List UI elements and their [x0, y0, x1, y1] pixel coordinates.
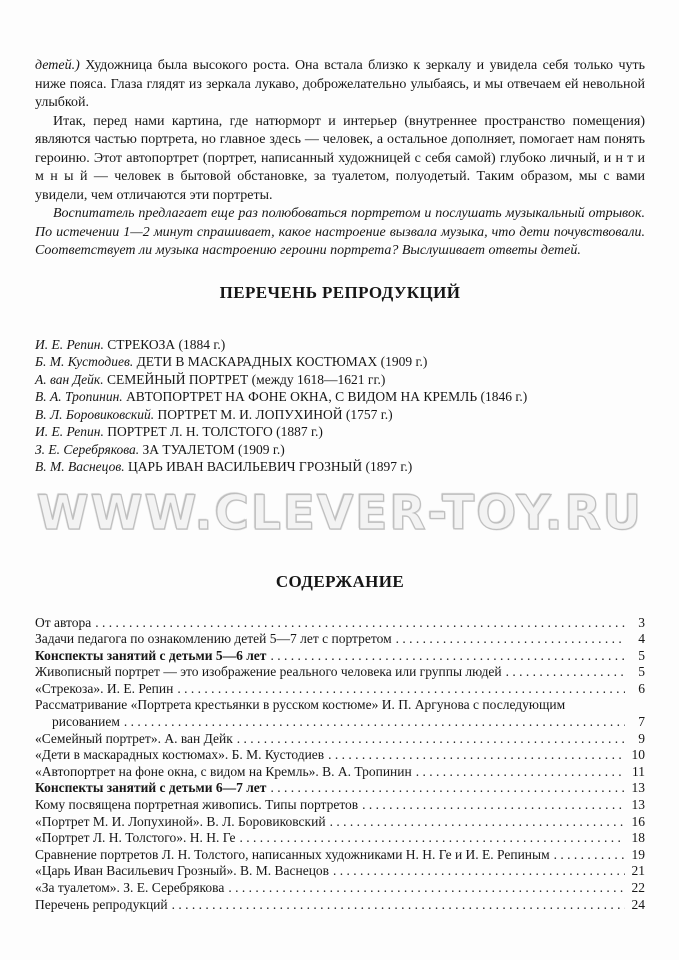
reproduction-artist: И. Е. Репин.: [35, 424, 104, 439]
reproductions-heading: ПЕРЕЧЕНЬ РЕПРОДУКЦИЙ: [219, 282, 461, 302]
toc-entry-page: 10: [631, 747, 645, 763]
reproduction-artist: А. ван Дейк.: [35, 371, 104, 387]
intro-paragraph-3: Воспитатель предлагает еще раз полюбоваться портретом и послушать музыкальный отрывок. По истечении 1—2 минут спрашивает, какое настроение вызвала музыка, что дети почувствовали. Соответствует ли музыка настроению героини портрета? Выслушивает ответы детей.: [35, 206, 645, 258]
toc-entry-title: рисованием: [52, 714, 120, 730]
toc-entry: [35, 764, 645, 781]
toc-entry-title: Рассматривание «Портрета крестьянки в русском костюме» И. П. Аргунова с последующим: [35, 697, 566, 713]
toc-entry: [35, 731, 645, 748]
toc-dot-leader: [362, 797, 625, 814]
toc-entry: [35, 697, 645, 714]
reproductions-list: [35, 336, 645, 476]
reproduction-artist: В. А. Тропинин.: [35, 389, 123, 404]
toc-dot-leader: [554, 847, 625, 864]
reproduction-item: [35, 441, 645, 459]
watermark-text: WWW.CLEVER-TOY.RU: [36, 486, 644, 541]
reproduction-title: ДЕТИ В МАСКАРАДНЫХ КОСТЮМАХ (1909 г.): [136, 354, 428, 369]
toc-entry: [35, 814, 645, 831]
toc-entry-title: «Автопортрет на фоне окна, с видом на Кремль». В. А. Тропинин: [35, 763, 412, 779]
reproduction-title: ЗА ТУАЛЕТОМ (1909 г.): [142, 441, 285, 457]
toc-dot-leader: [177, 681, 625, 698]
toc-dot-leader: [506, 664, 625, 681]
toc-entry-page: 22: [631, 880, 645, 895]
toc-dot-leader: [330, 814, 625, 831]
reproduction-title: СТРЕКОЗА (1884 г.): [107, 336, 226, 352]
reproduction-artist: Б. М. Кустодиев.: [35, 354, 134, 369]
toc-dot-leader: [328, 747, 625, 764]
toc-entry-page: 13: [631, 797, 645, 813]
toc-dot-leader: [416, 764, 625, 781]
reproduction-item: [35, 423, 645, 441]
toc-entry: [35, 747, 645, 764]
reproduction-item: [35, 458, 645, 476]
toc-entry: [35, 880, 645, 897]
toc-entry-title: Конспекты занятий с детьми 6—7 лет: [35, 780, 267, 796]
toc-entry-title: «Портрет Л. Н. Толстого». Н. Н. Ге: [35, 830, 236, 846]
toc-entry-page: 5: [638, 664, 645, 680]
contents-heading: СОДЕРЖАНИЕ: [275, 571, 405, 591]
toc-entry: [35, 615, 645, 632]
reproduction-artist: В. М. Васнецов.: [35, 459, 125, 474]
toc-entry-page: 16: [631, 813, 645, 829]
toc-entry: [35, 664, 645, 681]
reproduction-title: ПОРТРЕТ М. И. ЛОПУХИНОЙ (1757 г.): [157, 406, 393, 422]
toc-entry-title: «Семейный портрет». А. ван Дейк: [35, 730, 233, 746]
toc-entry: [35, 780, 645, 797]
toc-entry-title: «За туалетом». З. Е. Серебрякова: [35, 880, 225, 895]
toc-entry-page: 4: [638, 631, 645, 647]
reproduction-artist: И. Е. Репин.: [35, 336, 104, 352]
toc-entry-title: «Портрет М. И. Лопухиной». В. Л. Боровиковский: [35, 813, 326, 829]
reproduction-item: [35, 336, 645, 354]
toc-entry-page: 7: [638, 714, 645, 730]
reproduction-item: [35, 371, 645, 389]
toc-entry-title: Кому посвящена портретная живопись. Типы портретов: [35, 797, 359, 813]
toc-entry: [35, 714, 645, 731]
toc-dot-leader: [95, 615, 625, 632]
toc-dot-leader: [124, 714, 625, 731]
reproduction-title: ПОРТРЕТ Л. Н. ТОЛСТОГО (1887 г.): [107, 424, 323, 439]
toc-dot-leader: [228, 880, 625, 897]
reproduction-artist: В. Л. Боровиковский.: [35, 406, 155, 422]
reproduction-item: [35, 388, 645, 406]
toc-entry-title: Задачи педагога по ознакомлению детей 5—7 лет с портретом: [35, 631, 392, 647]
toc-entry: [35, 897, 645, 914]
intro-paragraph-1-body: Художница была высокого роста. Она встала близко к зеркалу и увидела себя только чуть ниже пояса. Глаза глядят из зеркала лукаво, доброжелательно улыбаясь, и мы отвечаем ей невольной улыбкой.: [35, 58, 646, 110]
toc-dot-leader: [172, 897, 625, 914]
toc-dot-leader: [333, 863, 625, 880]
table-of-contents: [35, 615, 645, 914]
toc-entry: [35, 648, 645, 665]
intro-paragraph-1-lead: детей.): [35, 58, 80, 73]
toc-entry-page: 9: [638, 730, 645, 746]
toc-entry: [35, 830, 645, 847]
toc-entry-page: 5: [638, 647, 645, 663]
reproduction-item: [35, 353, 645, 371]
reproduction-title: ЦАРЬ ИВАН ВАСИЛЬЕВИЧ ГРОЗНЫЙ (1897 г.): [127, 459, 413, 474]
toc-dot-leader: [396, 631, 625, 648]
site-watermark: [35, 481, 645, 547]
intro-text-block: [35, 57, 645, 261]
reproduction-artist: З. Е. Серебрякова.: [35, 441, 140, 457]
intro-paragraph-2: Итак, перед нами картина, где натюрморт и интерьер (внутреннее пространство помещения) являются частью портрета, но главное здесь — человек, а остальное дополняет, помогает нам понять героиню. Этот автопортрет (портрет, написанный художницей с себя самой) глубоко личный, и н т и м н ы й — человек в бытовой обстановке, за туалетом, полуодетый. Таким образом, мы с вами увидели, чем отличаются эти портреты.: [35, 113, 645, 203]
toc-entry-page: 19: [631, 846, 645, 862]
toc-entry: [35, 847, 645, 864]
toc-entry-page: 21: [631, 863, 645, 879]
toc-entry-page: 3: [638, 614, 645, 630]
toc-entry-title: Сравнение портретов Л. Н. Толстого, написанных художниками Н. Н. Ге и И. Е. Репиным: [35, 846, 550, 862]
toc-entry: [35, 863, 645, 880]
toc-entry-title: Живописный портрет — это изображение реального человека или группы людей: [35, 664, 502, 680]
toc-dot-leader: [240, 830, 625, 847]
reproduction-title: СЕМЕЙНЫЙ ПОРТРЕТ (между 1618—1621 гг.): [106, 371, 386, 387]
toc-entry: [35, 631, 645, 648]
toc-entry: [35, 797, 645, 814]
toc-entry-title: «Дети в маскарадных костюмах». Б. М. Кустодиев: [35, 747, 325, 763]
toc-entry-title: «Стрекоза». И. Е. Репин: [35, 680, 174, 696]
toc-entry-page: 13: [631, 780, 645, 796]
toc-dot-leader: [237, 731, 625, 748]
toc-entry-title: Конспекты занятий с детьми 5—6 лет: [35, 647, 267, 663]
toc-entry-title: «Царь Иван Васильевич Грозный». В. М. Васнецов: [35, 863, 330, 879]
toc-entry: [35, 681, 645, 698]
toc-entry-page: 6: [638, 680, 645, 696]
intro-paragraph-1: [35, 57, 645, 113]
toc-entry-title: От автора: [35, 614, 92, 630]
toc-dot-leader: [270, 648, 625, 665]
reproduction-title: АВТОПОРТРЕТ НА ФОНЕ ОКНА, С ВИДОМ НА КРЕМЛЬ (1846 г.): [126, 389, 528, 404]
reproduction-item: [35, 406, 645, 424]
toc-entry-page: 18: [631, 830, 645, 846]
toc-dot-leader: [270, 780, 625, 797]
toc-entry-title: Перечень репродукций: [35, 896, 168, 912]
toc-entry-page: 24: [631, 896, 645, 912]
toc-entry-page: 11: [632, 763, 645, 779]
